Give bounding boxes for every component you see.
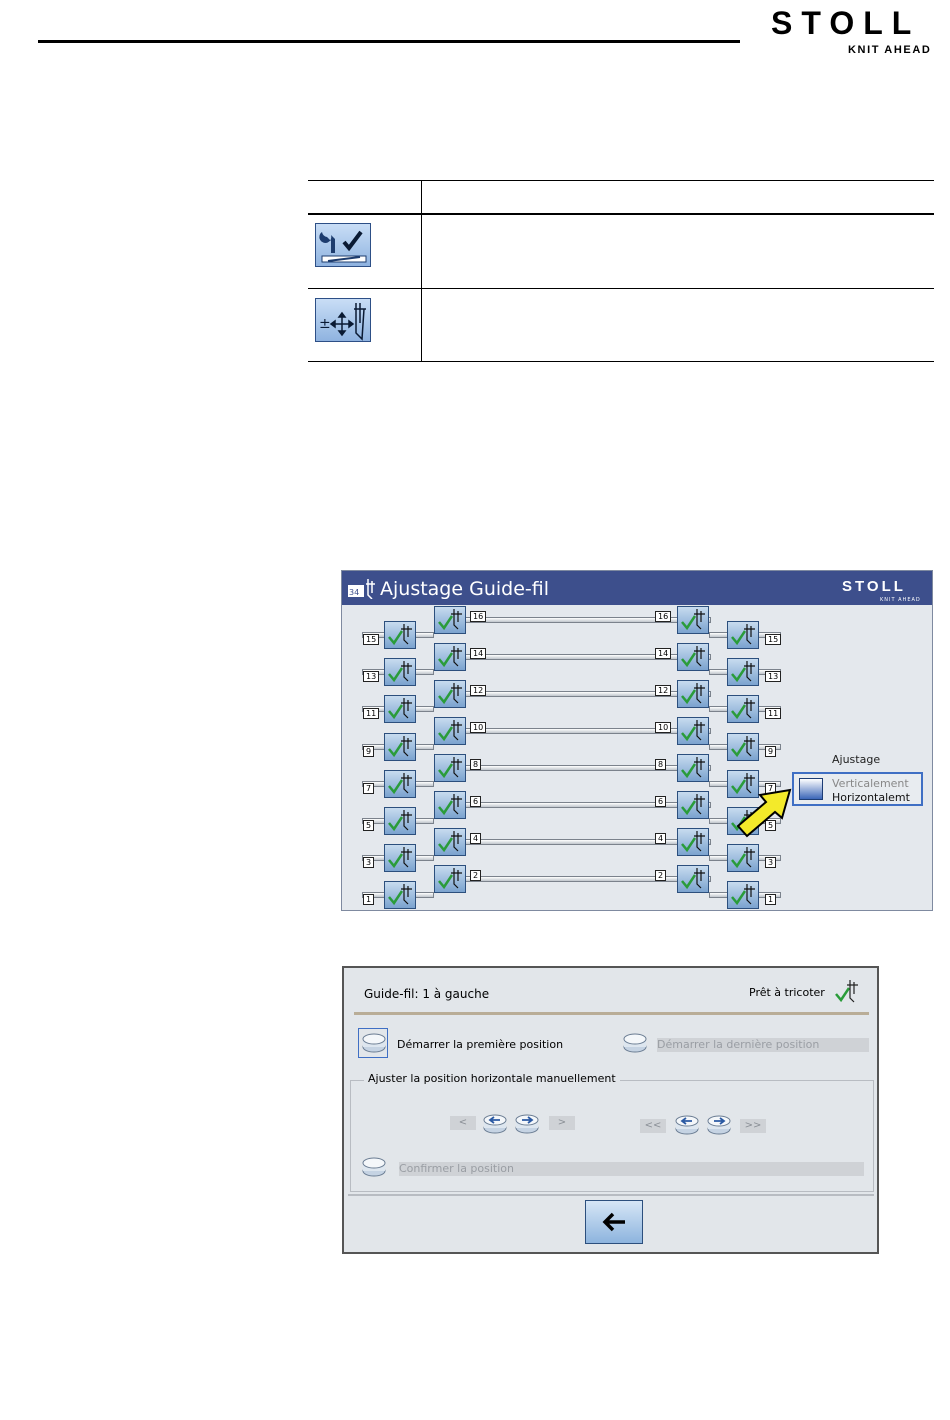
carrier-button-center-right[interactable] bbox=[677, 754, 709, 782]
rail-number: 8 bbox=[655, 759, 666, 770]
rail-number: 3 bbox=[363, 857, 374, 868]
rail-number: 12 bbox=[655, 685, 671, 696]
carrier-button-center-left[interactable] bbox=[434, 717, 466, 745]
rail-number: 15 bbox=[363, 634, 379, 645]
disk-icon bbox=[362, 1033, 386, 1053]
rail-number: 6 bbox=[655, 796, 666, 807]
rail-number: 6 bbox=[470, 796, 481, 807]
carrier-button-center-right[interactable] bbox=[677, 791, 709, 819]
rail-number: 11 bbox=[765, 708, 781, 719]
fast-right-button[interactable]: >> bbox=[740, 1119, 766, 1133]
rail-number: 10 bbox=[655, 722, 671, 733]
rail-number: 13 bbox=[363, 671, 379, 682]
rail-number: 11 bbox=[363, 708, 379, 719]
carrier-button-left[interactable] bbox=[384, 770, 416, 798]
toggle-button[interactable] bbox=[799, 778, 823, 800]
stoll-tagline: KNIT AHEAD bbox=[848, 44, 932, 56]
footer-divider bbox=[348, 1194, 874, 1196]
rail-number: 4 bbox=[470, 833, 481, 844]
center-rail bbox=[449, 765, 711, 771]
carrier-position-dialog bbox=[342, 966, 879, 1254]
svg-text:±: ± bbox=[319, 316, 331, 332]
fast-arrows-icon[interactable] bbox=[674, 1113, 732, 1137]
rail-number: 12 bbox=[470, 685, 486, 696]
carrier-button-center-left[interactable] bbox=[434, 754, 466, 782]
rail-number: 1 bbox=[765, 894, 776, 905]
carrier-button-right[interactable] bbox=[727, 621, 759, 649]
svg-text:34: 34 bbox=[349, 588, 360, 597]
rail-number: 7 bbox=[363, 783, 374, 794]
carrier-button-center-right[interactable] bbox=[677, 865, 709, 893]
carrier-button-left[interactable] bbox=[384, 807, 416, 835]
start-first-label[interactable]: Démarrer la première position bbox=[397, 1038, 564, 1051]
manual-adjust-legend: Ajuster la position horizontale manuellement bbox=[364, 1072, 620, 1085]
start-first-button[interactable] bbox=[358, 1028, 388, 1058]
carrier-button-center-right[interactable] bbox=[677, 680, 709, 708]
carrier-button-center-right[interactable] bbox=[677, 717, 709, 745]
carrier-button-right[interactable] bbox=[727, 733, 759, 761]
carrier-button-center-left[interactable] bbox=[434, 791, 466, 819]
rail-number: 2 bbox=[655, 870, 666, 881]
step-left-button[interactable]: < bbox=[450, 1116, 476, 1130]
carrier-button-center-right[interactable] bbox=[677, 643, 709, 671]
rail-number: 7 bbox=[765, 783, 776, 794]
option-horizontal[interactable]: Horizontalemt bbox=[832, 791, 910, 804]
rail-number: 1 bbox=[363, 894, 374, 905]
yarn-carrier-adjust-screen bbox=[341, 570, 933, 911]
carrier-button-center-left[interactable] bbox=[434, 643, 466, 671]
header-rule bbox=[38, 40, 740, 43]
status-text: Prêt à tricoter bbox=[749, 986, 825, 999]
carrier-button-right[interactable] bbox=[727, 695, 759, 723]
stoll-tagline-small: KNIT AHEAD bbox=[880, 597, 921, 603]
fast-left-button[interactable]: << bbox=[640, 1119, 666, 1133]
step-arrows-icon[interactable] bbox=[482, 1112, 540, 1136]
back-button[interactable] bbox=[585, 1200, 643, 1244]
confirm-disk-icon[interactable] bbox=[362, 1156, 386, 1178]
rail-number: 4 bbox=[655, 833, 666, 844]
rail-number: 16 bbox=[655, 611, 671, 622]
center-rail bbox=[449, 728, 711, 734]
title-bar bbox=[342, 571, 932, 605]
dialog-title: Guide-fil: 1 à gauche bbox=[364, 987, 490, 1001]
rail-number: 5 bbox=[363, 820, 374, 831]
rail-number: 8 bbox=[470, 759, 481, 770]
carrier-button-left[interactable] bbox=[384, 844, 416, 872]
carrier-icon bbox=[348, 579, 376, 599]
rail-number: 2 bbox=[470, 870, 481, 881]
confirm-position-button[interactable]: Confirmer la position bbox=[399, 1162, 864, 1176]
rail-number: 14 bbox=[470, 648, 486, 659]
stoll-logo: STOLL bbox=[771, 5, 921, 41]
carrier-button-center-left[interactable] bbox=[434, 606, 466, 634]
carrier-button-right[interactable] bbox=[727, 881, 759, 909]
rail-number: 14 bbox=[655, 648, 671, 659]
rail-number: 13 bbox=[765, 671, 781, 682]
carrier-button-center-right[interactable] bbox=[677, 828, 709, 856]
center-rail bbox=[449, 876, 711, 882]
rail-number: 15 bbox=[765, 634, 781, 645]
start-last-disk-icon[interactable] bbox=[623, 1032, 647, 1054]
carrier-button-center-right[interactable] bbox=[677, 606, 709, 634]
screen-title: Ajustage Guide-fil bbox=[380, 578, 549, 600]
carrier-button-center-left[interactable] bbox=[434, 865, 466, 893]
carrier-button-left[interactable] bbox=[384, 621, 416, 649]
yellow-arrow-icon bbox=[734, 786, 798, 844]
carrier-button-right[interactable] bbox=[727, 844, 759, 872]
center-rail bbox=[449, 802, 711, 808]
carrier-button-center-left[interactable] bbox=[434, 680, 466, 708]
center-rail bbox=[449, 654, 711, 660]
ready-carrier-icon bbox=[834, 980, 860, 1004]
carrier-button-left[interactable] bbox=[384, 733, 416, 761]
center-rail bbox=[449, 617, 711, 623]
carrier-button-left[interactable] bbox=[384, 695, 416, 723]
carrier-button-center-left[interactable] bbox=[434, 828, 466, 856]
rail-number: 5 bbox=[765, 820, 776, 831]
stoll-logo-small: STOLL bbox=[842, 578, 906, 595]
rail-number: 10 bbox=[470, 722, 486, 733]
adjust-label: Ajustage bbox=[832, 753, 881, 766]
rail-number: 3 bbox=[765, 857, 776, 868]
carrier-button-left[interactable] bbox=[384, 658, 416, 686]
wrench-check-icon bbox=[315, 223, 371, 267]
rail-number: 9 bbox=[363, 746, 374, 757]
arrow-left-icon bbox=[601, 1211, 627, 1233]
yarn-carrier-adjust-icon bbox=[315, 298, 371, 342]
start-last-button[interactable]: Démarrer la dernière position bbox=[657, 1038, 869, 1052]
rail-number: 9 bbox=[765, 746, 776, 757]
rail-number: 16 bbox=[470, 611, 486, 622]
center-rail bbox=[449, 691, 711, 697]
carrier-button-right[interactable] bbox=[727, 658, 759, 686]
step-right-button[interactable]: > bbox=[549, 1116, 575, 1130]
option-vertical[interactable]: Verticalement bbox=[832, 777, 909, 790]
title-divider bbox=[354, 1012, 869, 1015]
carrier-button-left[interactable] bbox=[384, 881, 416, 909]
center-rail bbox=[449, 839, 711, 845]
adjust-direction-toggle[interactable] bbox=[792, 772, 923, 806]
